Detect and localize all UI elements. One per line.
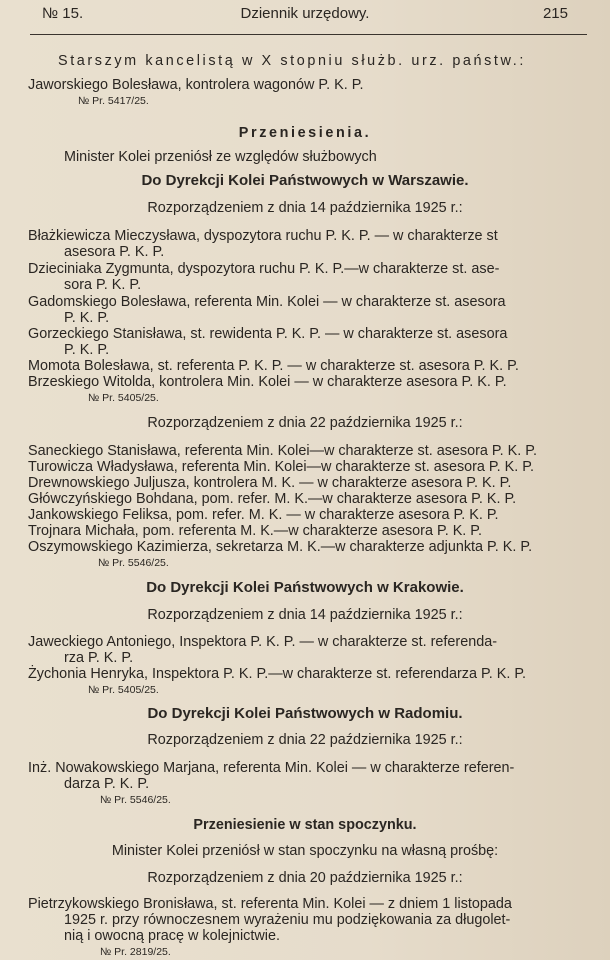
order-date: Rozporządzeniem z dnia 20 października 1925 r.: [147, 870, 463, 886]
entry-line: Błażkiewicza Mieczysława, dyspozytora ruchu P. K. P. — w charakterze st [28, 228, 498, 244]
entry-line: nią i owocną pracę w kolejnictwie. [64, 928, 280, 944]
entry-line: Oszymowskiego Kazimierza, sekretarza M. K.—w charakterze adjunkta P. K. P. [28, 539, 533, 555]
entry-line: rza P. K. P. [64, 650, 134, 666]
retirement-heading: Przeniesienie w stan spoczynku. [193, 817, 417, 833]
entry-line: Momota Bolesława, st. referenta P. K. P. — w charakterze st. asesora P. K. P. [28, 358, 519, 374]
entry-line: Żychonia Henryka, Inspektora P. K. P.—w charakterze st. referendarza P. K. P. [28, 666, 527, 682]
issue-number: № 15. [42, 5, 84, 22]
reference-number: № Pr. 5405/25. [88, 392, 159, 404]
entry-line: Brzeskiego Witolda, kontrolera Min. Kolei — w charakterze asesora P. K. P. [28, 374, 507, 390]
entry-line: Gadomskiego Bolesława, referenta Min. Kolei — w charakterze st. asesora [28, 294, 506, 310]
entry-line: asesora P. K. P. [64, 244, 165, 260]
reference-number: № Pr. 5417/25. [78, 95, 149, 107]
entry-line: darza P. K. P. [64, 776, 150, 792]
entry-line: Drewnowskiego Juljusza, kontrolera M. K. — w charakterze asesora P. K. P. [28, 475, 512, 491]
transfers-heading: Przeniesienia. [238, 125, 372, 141]
entry-line: Saneckiego Stanisława, referenta Min. Kolei—w charakterze st. asesora P. K. P. [28, 443, 537, 459]
radom-heading: Do Dyrekcji Kolei Państwowych w Radomiu. [147, 705, 463, 722]
entry-line: Turowicza Władysława, referenta Min. Kolei—w charakterze st. asesora P. K. P. [28, 459, 535, 475]
page-number: 215 [542, 5, 568, 22]
journal-title: Dziennik urzędowy. [240, 5, 370, 22]
reference-number: № Pr. 2819/25. [100, 946, 171, 958]
order-date: Rozporządzeniem z dnia 22 października 1925 r.: [147, 415, 463, 431]
entry-line: 1925 r. przy równoczesnem wyrażeniu mu podziękowania za długolet- [64, 912, 511, 928]
entry-line: Gorzeckiego Stanisława, st. rewidenta P. K. P. — w charakterze st. asesora [28, 326, 508, 342]
entry-line: Jaweckiego Antoniego, Inspektora P. K. P. — w charakterze st. referenda- [28, 634, 498, 650]
retirement-intro: Minister Kolei przeniósł w stan spoczynku na własną prośbę: [111, 843, 499, 859]
order-date: Rozporządzeniem z dnia 14 października 1925 r.: [147, 200, 463, 216]
entry-line: sora P. K. P. [64, 277, 142, 293]
transfers-intro: Minister Kolei przeniósł ze względów służbowych [64, 149, 377, 165]
order-date: Rozporządzeniem z dnia 14 października 1925 r.: [147, 607, 463, 623]
entry-line: Główczyńskiego Bohdana, pom. refer. M. K.—w charakterze asesora P. K. P. [28, 491, 517, 507]
reference-number: № Pr. 5546/25. [100, 794, 171, 806]
page-header [0, 0, 610, 36]
entry-line: Pietrzykowskiego Bronisława, st. referenta Min. Kolei — z dniem 1 listopada [28, 896, 512, 912]
krakow-heading: Do Dyrekcji Kolei Państwowych w Krakowie. [146, 579, 464, 596]
header-rule [30, 34, 587, 35]
reference-number: № Pr. 5546/25. [98, 557, 169, 569]
entry-line: Inż. Nowakowskiego Marjana, referenta Min. Kolei — w charakterze referen- [28, 760, 515, 776]
entry-line: Jaworskiego Bolesława, kontrolera wagonów P. K. P. [28, 77, 364, 93]
entry-line: P. K. P. [64, 310, 110, 326]
entry-line: Jankowskiego Feliksa, pom. refer. M. K. — w charakterze asesora P. K. P. [28, 507, 499, 523]
warszawa-heading: Do Dyrekcji Kolei Państwowych w Warszawie. [141, 172, 469, 189]
entry-line: Trojnara Michała, pom. referenta M. K.—w charakterze asesora P. K. P. [28, 523, 483, 539]
order-date: Rozporządzeniem z dnia 22 października 1925 r.: [147, 732, 463, 748]
section-heading: Starszym kancelistą w X stopniu służb. urz. państw.: [58, 53, 526, 69]
reference-number: № Pr. 5405/25. [88, 684, 159, 696]
entry-line: P. K. P. [64, 342, 110, 358]
entry-line: Dzieciniaka Zygmunta, dyspozytora ruchu P. K. P.—w charakterze st. ase- [28, 261, 500, 277]
